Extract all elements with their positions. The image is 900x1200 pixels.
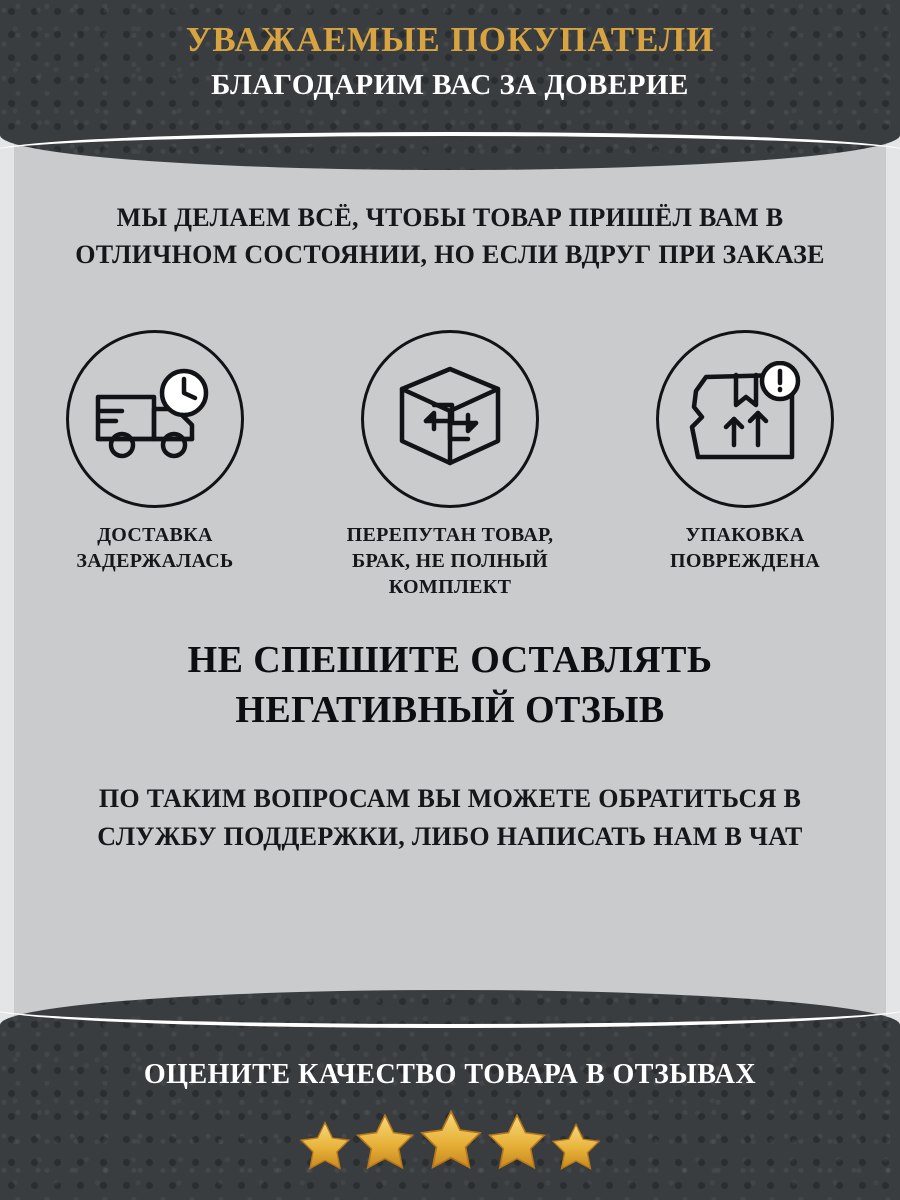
icon-circle <box>361 330 539 508</box>
icon-circle <box>66 330 244 508</box>
damaged-package-warning-icon <box>686 361 804 478</box>
page-title: УВАЖАЕМЫЕ ПОКУПАТЕЛИ <box>185 20 715 59</box>
icon-caption: УПАКОВКА ПОВРЕЖДЕНА <box>670 524 820 572</box>
footer <box>0 1057 900 1178</box>
icon-row <box>30 330 870 600</box>
icon-caption: ПЕРЕПУТАН ТОВАР, БРАК, НЕ ПОЛНЫЙ КОМПЛЕКТ <box>346 524 554 598</box>
headline-text: НЕ СПЕШИТЕ ОСТАВЛЯТЬ НЕГАТИВНЫЙ ОТЗЫВ <box>187 639 713 732</box>
icon-item-delivery-delayed <box>30 330 280 574</box>
icon-caption: ДОСТАВКА ЗАДЕРЖАЛАСЬ <box>76 524 234 572</box>
star-icon[interactable] <box>486 1111 548 1178</box>
box-return-arrows-icon <box>390 361 510 478</box>
star-icon[interactable] <box>354 1111 416 1178</box>
icon-item-wrong-item <box>325 330 575 600</box>
body-text: ПО ТАКИМ ВОПРОСАМ ВЫ МОЖЕТЕ ОБРАТИТЬСЯ В СЛУЖБУ ПОДДЕРЖКИ, ЛИБО НАПИСАТЬ НАМ В ЧАТ <box>97 784 803 851</box>
header <box>0 20 900 103</box>
rating-stars[interactable] <box>0 1107 900 1178</box>
footer-title: ОЦЕНИТЕ КАЧЕСТВО ТОВАРА В ОТЗЫВАХ <box>143 1058 757 1090</box>
icon-item-damaged-package <box>620 330 870 574</box>
header-subtitle: БЛАГОДАРИМ ВАС ЗА ДОВЕРИЕ <box>211 69 689 102</box>
star-icon[interactable] <box>550 1121 602 1178</box>
star-icon[interactable] <box>418 1107 484 1178</box>
intro-text: МЫ ДЕЛАЕМ ВСЁ, ЧТОБЫ ТОВАР ПРИШЁЛ ВАМ В ОТЛИЧНОМ СОСТОЯНИИ, НО ЕСЛИ ВДРУГ ПРИ ЗАКАЗЕ <box>75 203 825 269</box>
delivery-truck-clock-icon <box>92 367 218 472</box>
icon-circle <box>656 330 834 508</box>
star-icon[interactable] <box>298 1119 352 1178</box>
